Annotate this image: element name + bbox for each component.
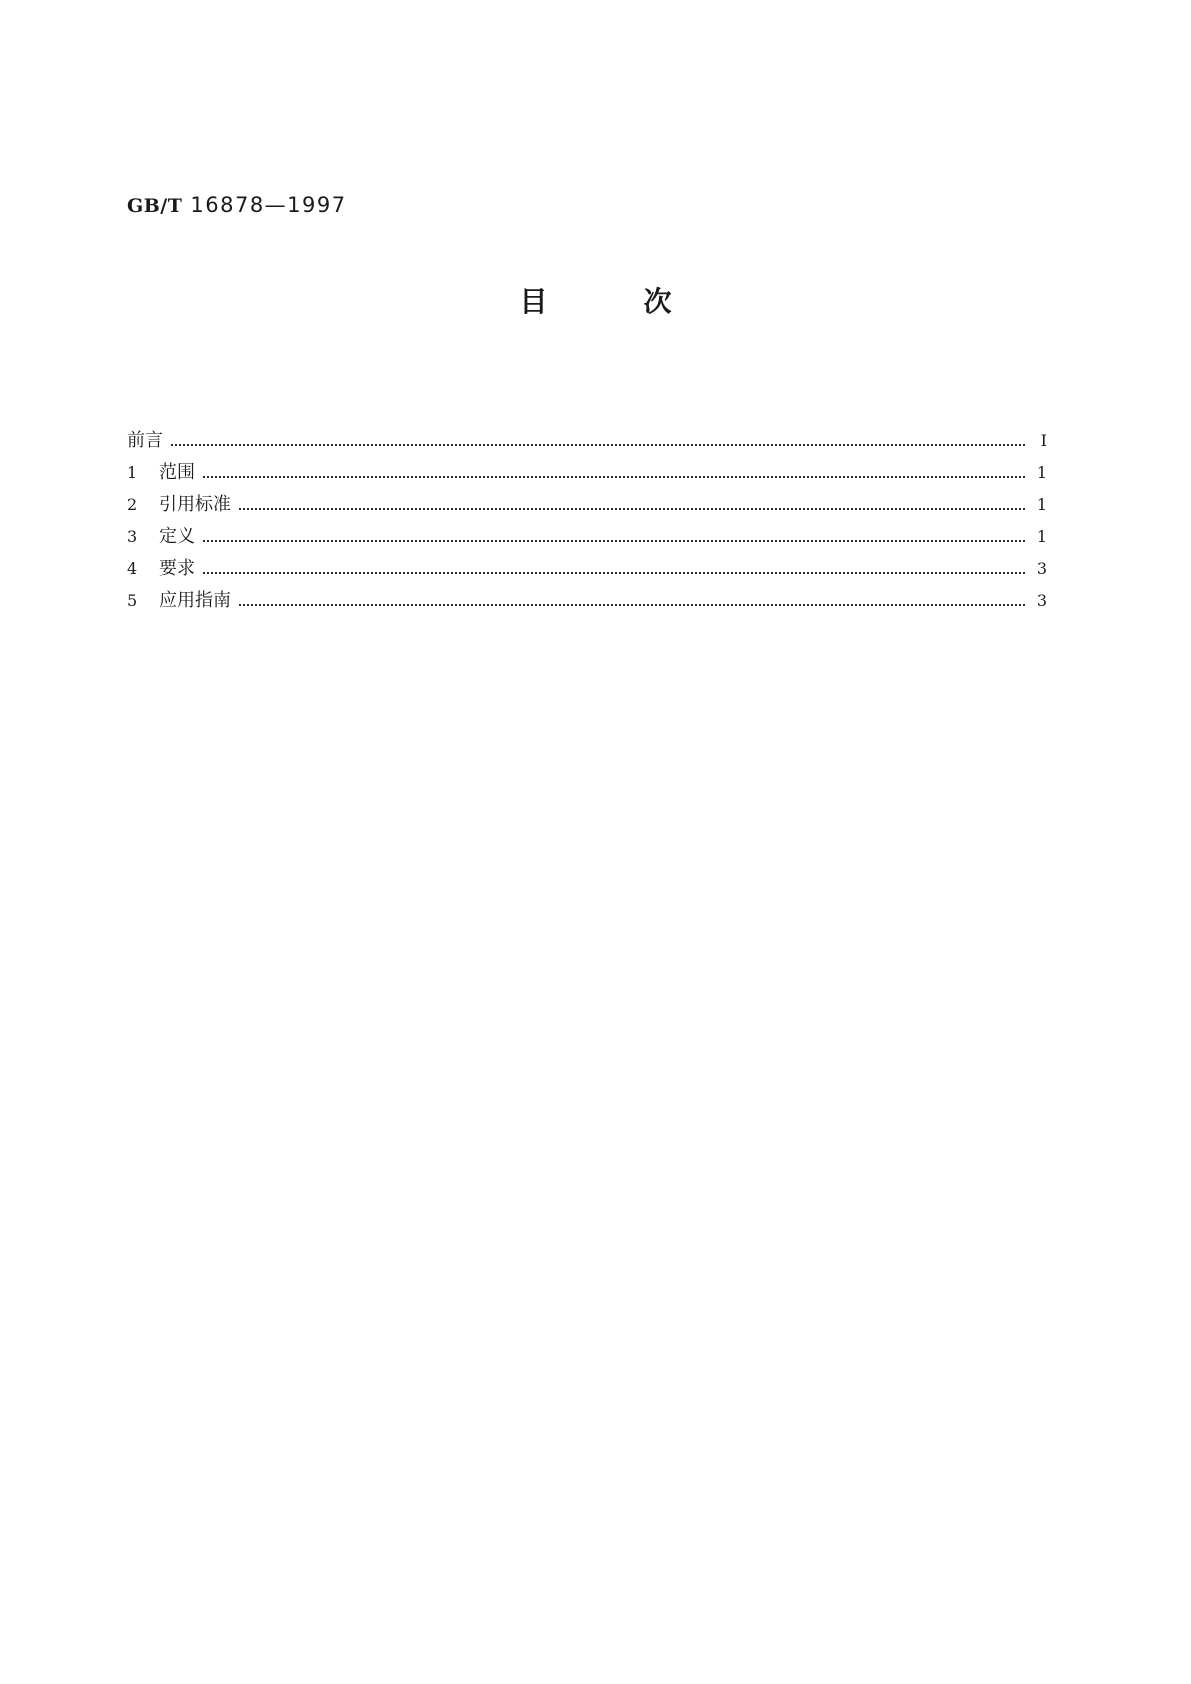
toc-entry-number: 1 [127, 463, 138, 482]
toc-dot-leader [239, 604, 1025, 606]
toc-entry-definitions[interactable] [127, 526, 1047, 558]
toc-entry-page: 1 [1036, 527, 1047, 546]
toc-entry-label: 前言 [127, 430, 163, 451]
toc-entry-number: 5 [127, 591, 138, 610]
toc-entry-page: 1 [1036, 495, 1047, 514]
toc-entry-number: 4 [127, 559, 138, 578]
toc-dot-leader [203, 572, 1025, 574]
toc-entry-page: 3 [1036, 591, 1047, 610]
toc-entry-label: 应用指南 [159, 590, 231, 611]
toc-entry-page: 3 [1036, 559, 1047, 578]
table-of-contents [127, 430, 1047, 622]
toc-entry-normative-references[interactable] [127, 494, 1047, 526]
page-title: 目次 [519, 285, 768, 318]
standard-code [127, 192, 347, 219]
toc-entry-requirements[interactable] [127, 558, 1047, 590]
toc-dot-leader [203, 540, 1025, 542]
toc-entry-label: 引用标准 [159, 494, 231, 515]
standard-prefix: GB/T [127, 195, 183, 217]
toc-entry-page: I [1040, 431, 1047, 450]
toc-dot-leader [171, 444, 1025, 446]
toc-entry-label: 定义 [159, 526, 195, 547]
toc-entry-scope[interactable] [127, 462, 1047, 494]
toc-entry-number: 2 [127, 495, 138, 514]
toc-entry-label: 要求 [159, 558, 195, 579]
toc-entry-label: 范围 [159, 462, 195, 483]
toc-dot-leader [203, 476, 1025, 478]
toc-entry-page: 1 [1036, 463, 1047, 482]
standard-number: 16878—1997 [190, 193, 347, 217]
toc-entry-foreword[interactable] [127, 430, 1047, 462]
toc-entry-application-guide[interactable] [127, 590, 1047, 622]
toc-entry-number: 3 [127, 527, 138, 546]
toc-dot-leader [239, 508, 1025, 510]
